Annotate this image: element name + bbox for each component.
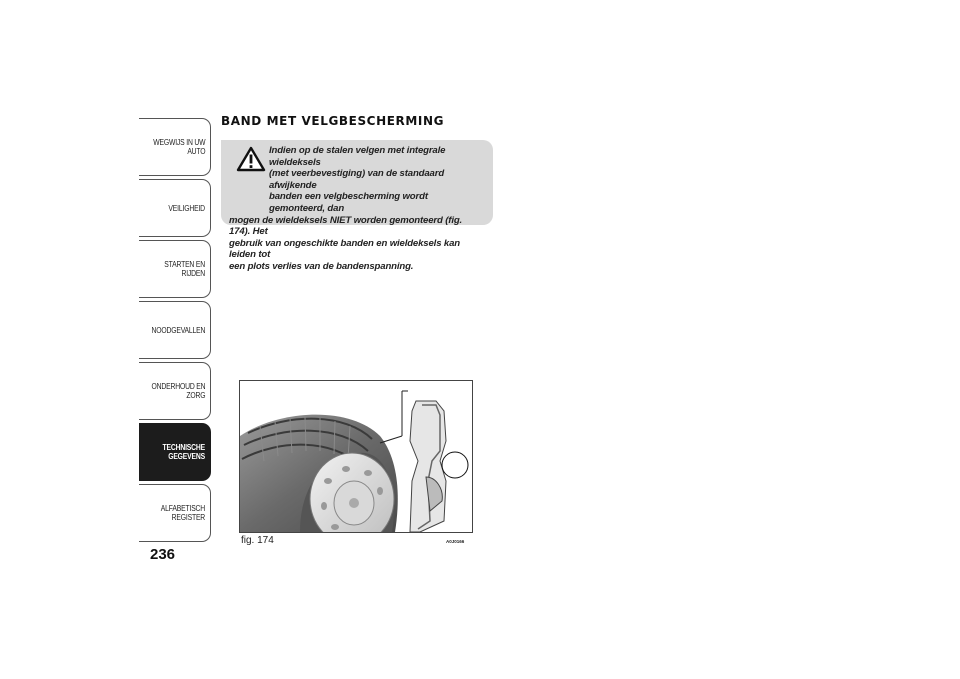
tab-onderhoud-en-zorg[interactable] xyxy=(139,362,211,420)
tab-label: ALFABETISCH REGISTER xyxy=(160,504,205,522)
warning-line: banden een velgbescherming wordt gemonteerd, dan xyxy=(269,191,428,214)
tab-label: NOODGEVALLEN xyxy=(151,325,205,335)
warning-box xyxy=(221,140,493,272)
tab-label: ONDERHOUD EN ZORG xyxy=(151,382,205,400)
tire-figure xyxy=(239,380,473,533)
figure-code: A0J0166 xyxy=(446,539,465,544)
warning-line: Indien op de stalen velgen met integrale wieldeksels xyxy=(269,145,446,168)
tab-veiligheid[interactable] xyxy=(139,179,211,237)
tab-technische-gegevens[interactable] xyxy=(139,423,211,481)
figure-caption: fig. 174 xyxy=(241,535,274,546)
tab-alfabetisch-register[interactable] xyxy=(139,484,211,542)
warning-line: gebruik van ongeschikte banden en wieldeksels kan leiden tot xyxy=(229,237,460,261)
tab-wegwijs[interactable] xyxy=(139,118,211,176)
warning-line: mogen de wieldeksels NIET worden gemonteerd (fig. 174). Het xyxy=(229,214,463,238)
tab-label: VEILIGHEID xyxy=(168,203,205,213)
tab-label: WEGWIJS IN UW AUTO xyxy=(152,138,205,156)
page-number: 236 xyxy=(150,546,176,563)
warning-line: (met veerbevestiging) van de standaard afwijkende xyxy=(269,168,445,191)
warning-line: een plots verlies van de bandenspanning. xyxy=(229,260,414,272)
tab-label: STARTEN EN RIJDEN xyxy=(164,260,205,278)
section-title: BAND MET VELGBESCHERMING xyxy=(221,114,445,128)
tab-noodgevallen[interactable] xyxy=(139,301,211,359)
warning-text xyxy=(229,145,485,273)
tab-starten-en-rijden[interactable] xyxy=(139,240,211,298)
tab-label: TECHNISCHE GEGEVENS xyxy=(162,443,205,461)
tire-illustration xyxy=(240,381,472,532)
